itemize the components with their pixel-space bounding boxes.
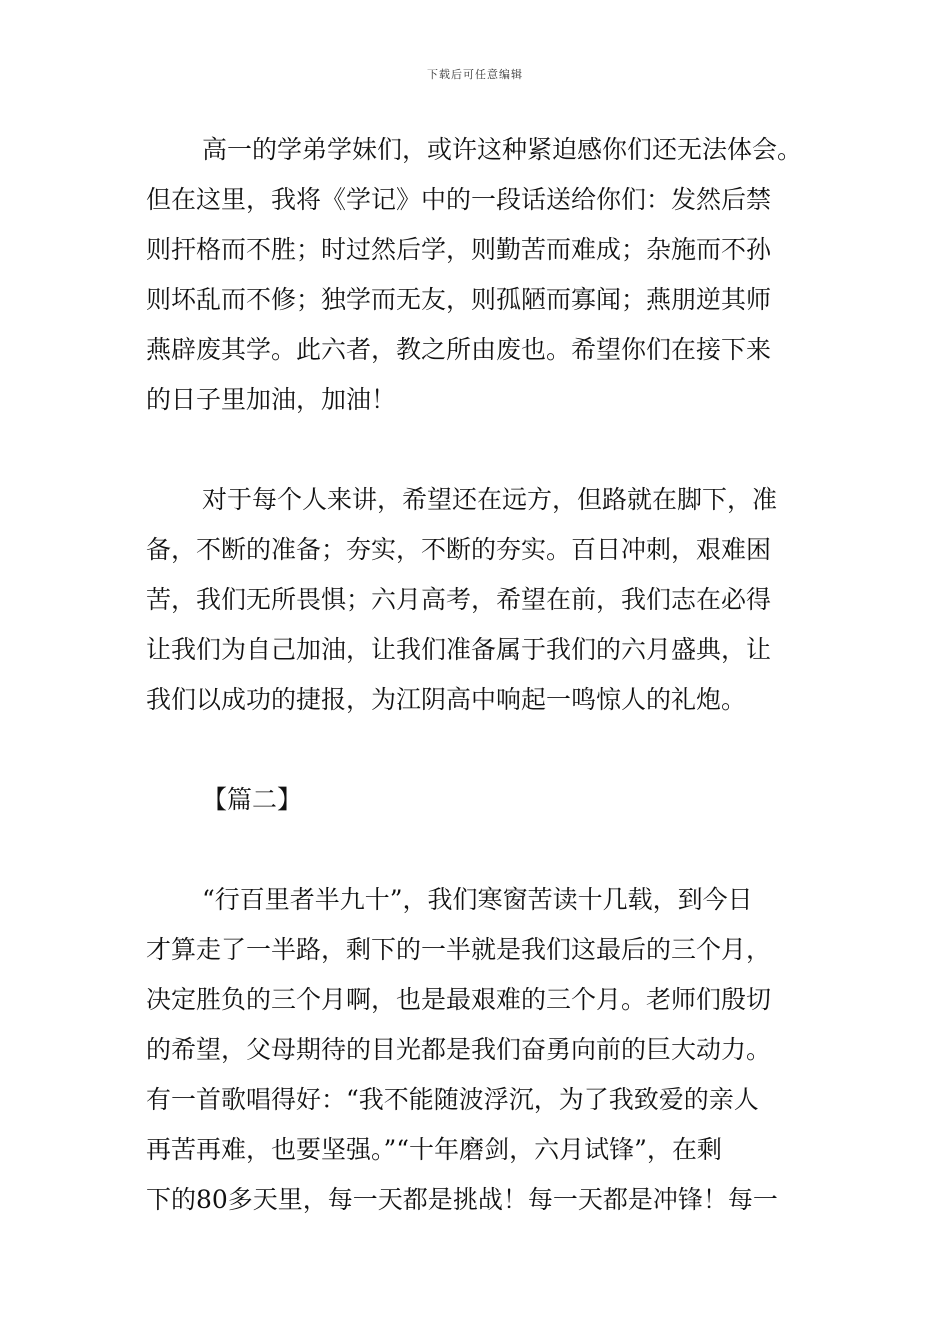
text-line: 则坏乱而不修；独学而无友，则孤陋而寡闻；燕朋逆其师 (146, 285, 772, 314)
text-line: 则扞格而不胜；时过然后学，则勤苦而难成；杂施而不孙 (146, 235, 772, 264)
text-line: 苦，我们无所畏惧；六月高考，希望在前，我们志在必得 (146, 585, 772, 614)
paragraph-3 (146, 875, 816, 1225)
page-header: 下载后可任意编辑 (427, 68, 523, 81)
text-line: 让我们为自己加油，让我们准备属于我们的六月盛典，让 (146, 635, 772, 664)
text-line: 有一首歌唱得好：“我不能随波浮沉，为了我致爱的亲人 (146, 1085, 759, 1114)
text-line: “行百里者半九十”，我们寒窗苦读十几载，到今日 (202, 885, 753, 914)
section-heading (146, 775, 816, 825)
paragraph-gap (146, 825, 816, 875)
text-line: 对于每个人来讲，希望还在远方，但路就在脚下，准 (202, 485, 778, 514)
text-line: 我们以成功的捷报，为江阴高中响起一鸣惊人的礼炮。 (146, 685, 747, 714)
text-line: 的希望，父母期待的目光都是我们奋勇向前的巨大动力。 (146, 1035, 772, 1064)
text-line: 燕辟废其学。此六者，教之所由废也。希望你们在接下来 (146, 335, 772, 364)
paragraph-2 (146, 475, 816, 725)
text-line: 的日子里加油，加油！ (146, 385, 397, 414)
text-line: 决定胜负的三个月啊，也是最艰难的三个月。老师们殷切 (146, 985, 772, 1014)
text-line: 高一的学弟学妹们，或许这种紧迫感你们还无法体会。 (202, 135, 803, 164)
section-title: 【篇二】 (202, 785, 303, 814)
paragraph-1 (146, 125, 816, 425)
document-body (146, 125, 816, 1225)
text-line: 下的80多天里，每一天都是挑战！每一天都是冲锋！每一 (146, 1185, 778, 1214)
text-line: 才算走了一半路，剩下的一半就是我们这最后的三个月， (146, 935, 772, 964)
paragraph-gap (146, 725, 816, 775)
text-line: 再苦再难，也要坚强。”“十年磨剑，六月试锋”，在剩 (146, 1135, 722, 1164)
text-line: 备，不断的准备；夯实，不断的夯实。百日冲刺，艰难困 (146, 535, 772, 564)
text-line: 但在这里，我将《学记》中的一段话送给你们：发然后禁 (146, 185, 772, 214)
paragraph-gap (146, 425, 816, 475)
